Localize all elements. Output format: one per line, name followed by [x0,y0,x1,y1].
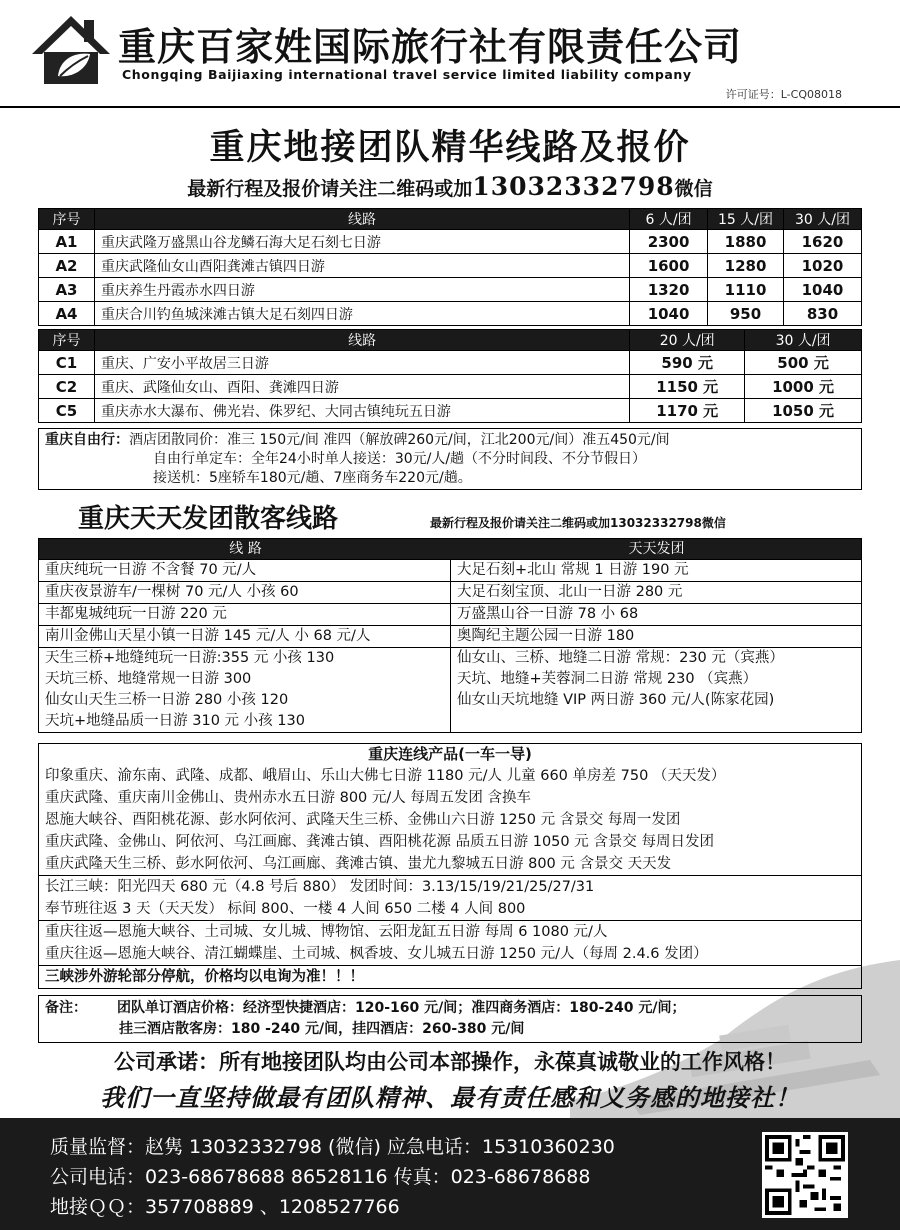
col-header-route: 线路 [94,209,629,230]
col-header-6: 6 人/团 [630,209,708,230]
cruise-notice: 三峡涉外游轮部分停航，价格均以电询为准！！！ [39,965,861,988]
table-header-row [39,209,862,230]
col-header-20: 20 人/团 [630,330,745,351]
daily-tour-left-group [39,648,451,732]
price-20: 1170 元 [630,399,745,423]
daily-tour-left: 南川金佛山天星小镇一日游 145 元/人 小 68 元/人 [39,626,451,647]
daily-tour-right: 大足石刻宝顶、北山一日游 280 元 [457,584,683,600]
free-travel-hotel: 酒店团散同价：准三 150元/间 准四（解放碑260元/间，江北200元/间）准五450元/间 [129,432,670,448]
col-header-15: 15 人/团 [708,209,784,230]
linked-product-line: 重庆往返—恩施大峡谷、土司城、女儿城、博物馆、云阳龙缸五日游 每周 6 1080 元/人 [39,920,861,943]
company-slogan: 我们一直坚持做最有团队精神、最有责任感和义务感的地接社！ [100,1084,800,1112]
price-15: 1110 [708,278,784,302]
table-row [39,230,862,254]
route-name: 重庆赤水大瀑布、佛光岩、侏罗纪、大同古镇纯玩五日游 [94,399,629,423]
table-row [39,375,862,399]
price-15: 1280 [708,254,784,278]
price-30: 1040 [784,278,862,302]
linked-product-line: 重庆武隆天生三桥、彭水阿依河、乌江画廊、龚滩古镇、蚩尤九黎城五日游 800 元 含景交 天天发 [45,856,672,872]
route-id: C5 [39,399,95,423]
daily-tour-left: 重庆夜景游车/一棵树 70 元/人 小孩 60 [39,582,451,603]
price-30: 1620 [784,230,862,254]
price-6: 1040 [630,302,708,326]
daily-tour-right: 大足石刻+北山 常规 1 日游 190 元 [457,562,689,578]
company-name-en: Chongqing Baijiaxing international travel service limited liability company [122,67,692,82]
daily-tours-grid [38,538,862,733]
daily-tour-right: 仙女山天坑地缝 VIP 两日游 360 元/人(陈家花园) [457,692,775,708]
linked-products-title: 重庆连线产品(一车一导) [368,745,532,763]
free-travel-box [38,428,862,490]
col-header-id: 序号 [39,209,95,230]
daily-tour-left: 丰都鬼城纯玩一日游 220 元 [39,604,451,625]
table-row [39,302,862,326]
daily-header-right: 天天发团 [628,541,685,557]
col-header-route: 线路 [94,330,629,351]
company-name-cn: 重庆百家姓国际旅行社有限责任公司 [118,25,743,69]
price-15: 1880 [708,230,784,254]
table-row [39,278,862,302]
free-travel-car: 自由行单定车：全年24小时单人接送：30元/人/趟（不分时间段、不分节假日） [153,451,647,467]
price-30: 500 元 [745,351,862,375]
route-id: C1 [39,351,95,375]
route-name: 重庆、武隆仙女山、酉阳、龚滩四日游 [94,375,629,399]
daily-row [39,647,861,732]
group-tour-table-a [38,208,862,326]
route-id: A1 [39,230,95,254]
subtitle-suffix: 微信 [674,178,713,200]
route-name: 重庆武隆仙女山酉阳龚滩古镇四日游 [94,254,629,278]
page-title: 重庆地接团队精华线路及报价 [209,127,691,168]
notes-box [38,995,862,1043]
linked-product-line: 恩施大峡谷、酉阳桃花源、彭水阿依河、武隆天生三桥、金佛山六日游 1250 元 含景交 每周一发团 [45,812,681,828]
daily-tour-right: 仙女山、三桥、地缝二日游 常规：230 元（宾燕） [457,650,784,666]
price-30: 1050 元 [745,399,862,423]
route-id: A2 [39,254,95,278]
linked-product-line: 重庆往返—恩施大峡谷、清江蝴蝶崖、土司城、枫香坡、女儿城五日游 1250 元/人（每周 2.4.6 发团） [45,946,708,962]
notes-label: 备注： [45,1000,87,1016]
price-6: 2300 [630,230,708,254]
col-header-id: 序号 [39,330,95,351]
daily-tour-right: 万盛黑山谷一日游 78 小 68 [457,606,639,622]
daily-tour-right: 奥陶纪主题公园一日游 180 [457,628,635,644]
company-header [0,0,900,108]
daily-tour-left: 天生三桥+地缝纯玩一日游:355 元 小孩 130 [45,650,335,666]
route-name: 重庆合川钓鱼城涞滩古镇大足石刻四日游 [94,302,629,326]
free-travel-label: 重庆自由行： [45,432,129,448]
notes-hotel-single: 挂三酒店散客房：180 -240 元/间，挂四酒店：260-380 元/间 [119,1021,525,1037]
linked-product-line: 长江三峡：阳光四天 680 元（4.8 号后 880） 发团时间：3.13/15/19/21/25/27/31 [39,875,861,898]
linked-product-line: 重庆武隆、金佛山、阿依河、乌江画廊、龚滩古镇、酉阳桃花源 品质五日游 1050 元 含景交 每周日发团 [45,834,714,850]
route-name: 重庆养生丹霞赤水四日游 [94,278,629,302]
notes-hotel-group: 团队单订酒店价格：经济型快捷酒店：120-160 元/间；准四商务酒店：180-240 元/间； [117,1000,686,1016]
subtitle-prefix: 最新行程及报价请关注二维码或加 [187,178,473,200]
table-row [39,254,862,278]
group-tour-table-c [38,329,862,423]
company-promise: 公司承诺：所有地接团队均由公司本部操作，永葆真诚敬业的工作风格！ [114,1050,786,1074]
table-row [39,399,862,423]
price-30: 830 [784,302,862,326]
linked-product-line: 印象重庆、渝东南、武隆、成都、峨眉山、乐山大佛七日游 1180 元/人 儿童 660 单房差 750 （天天发） [45,768,726,784]
price-20: 590 元 [630,351,745,375]
route-name: 重庆武隆万盛黑山谷龙鳞石海大足石刻七日游 [94,230,629,254]
daily-tour-left: 天坑三桥、地缝常规一日游 300 [45,671,252,687]
linked-products-box [38,743,862,989]
table-header-row [39,330,862,351]
daily-tour-left: 重庆纯玩一日游 不含餐 70 元/人 [39,560,451,581]
price-15: 950 [708,302,784,326]
daily-header-left: 线 路 [229,541,262,557]
page-subtitle [0,172,900,201]
price-20: 1150 元 [630,375,745,399]
col-header-30: 30 人/团 [745,330,862,351]
qr-code-icon [762,1132,848,1218]
house-leaf-logo [30,14,112,86]
notes-line [45,998,855,1019]
price-6: 1320 [630,278,708,302]
price-30: 1020 [784,254,862,278]
company-qq: 地接ＱＱ：357708889 、1208527766 [50,1196,400,1218]
free-travel-line [45,431,855,450]
daily-row [39,581,861,603]
contact-footer [0,1118,900,1230]
linked-product-line: 奉节班往返 3 天（天天发） 标间 800、一楼 4 人间 650 二楼 4 人间 800 [45,901,526,917]
daily-tour-right-group [451,648,861,732]
route-name: 重庆、广安小平故居三日游 [94,351,629,375]
quality-supervision: 质量监督：赵隽 13032332798 (微信) 应急电话：15310360230 [50,1136,615,1158]
daily-row [39,625,861,647]
table-row [39,351,862,375]
company-phone: 公司电话：023-68678688 86528116 传真：023-68678688 [50,1166,591,1188]
route-id: A3 [39,278,95,302]
daily-tour-right: 天坑、地缝+芙蓉洞二日游 常规 230 （宾燕） [457,671,758,687]
col-header-30: 30 人/团 [784,209,862,230]
route-id: C2 [39,375,95,399]
wechat-phone: 13032332798 [472,172,675,201]
price-6: 1600 [630,254,708,278]
daily-row [39,603,861,625]
free-travel-airport: 接送机：5座轿车180元/趟、7座商务车220元/趟。 [153,470,472,486]
route-id: A4 [39,302,95,326]
daily-tours-title: 重庆天天发团散客线路 [78,504,339,534]
daily-tours-subtitle: 最新行程及报价请关注二维码或加13032332798微信 [430,516,726,530]
daily-header-row [39,539,861,559]
daily-row [39,559,861,581]
license-number: 许可证号：L-CQ08018 [725,88,842,101]
linked-product-line: 重庆武隆、重庆南川金佛山、贵州赤水五日游 800 元/人 每周五发团 含换车 [45,790,531,806]
daily-tour-left: 仙女山天生三桥一日游 280 小孩 120 [45,692,289,708]
daily-tour-left: 天坑+地缝品质一日游 310 元 小孩 130 [45,713,305,729]
price-30: 1000 元 [745,375,862,399]
